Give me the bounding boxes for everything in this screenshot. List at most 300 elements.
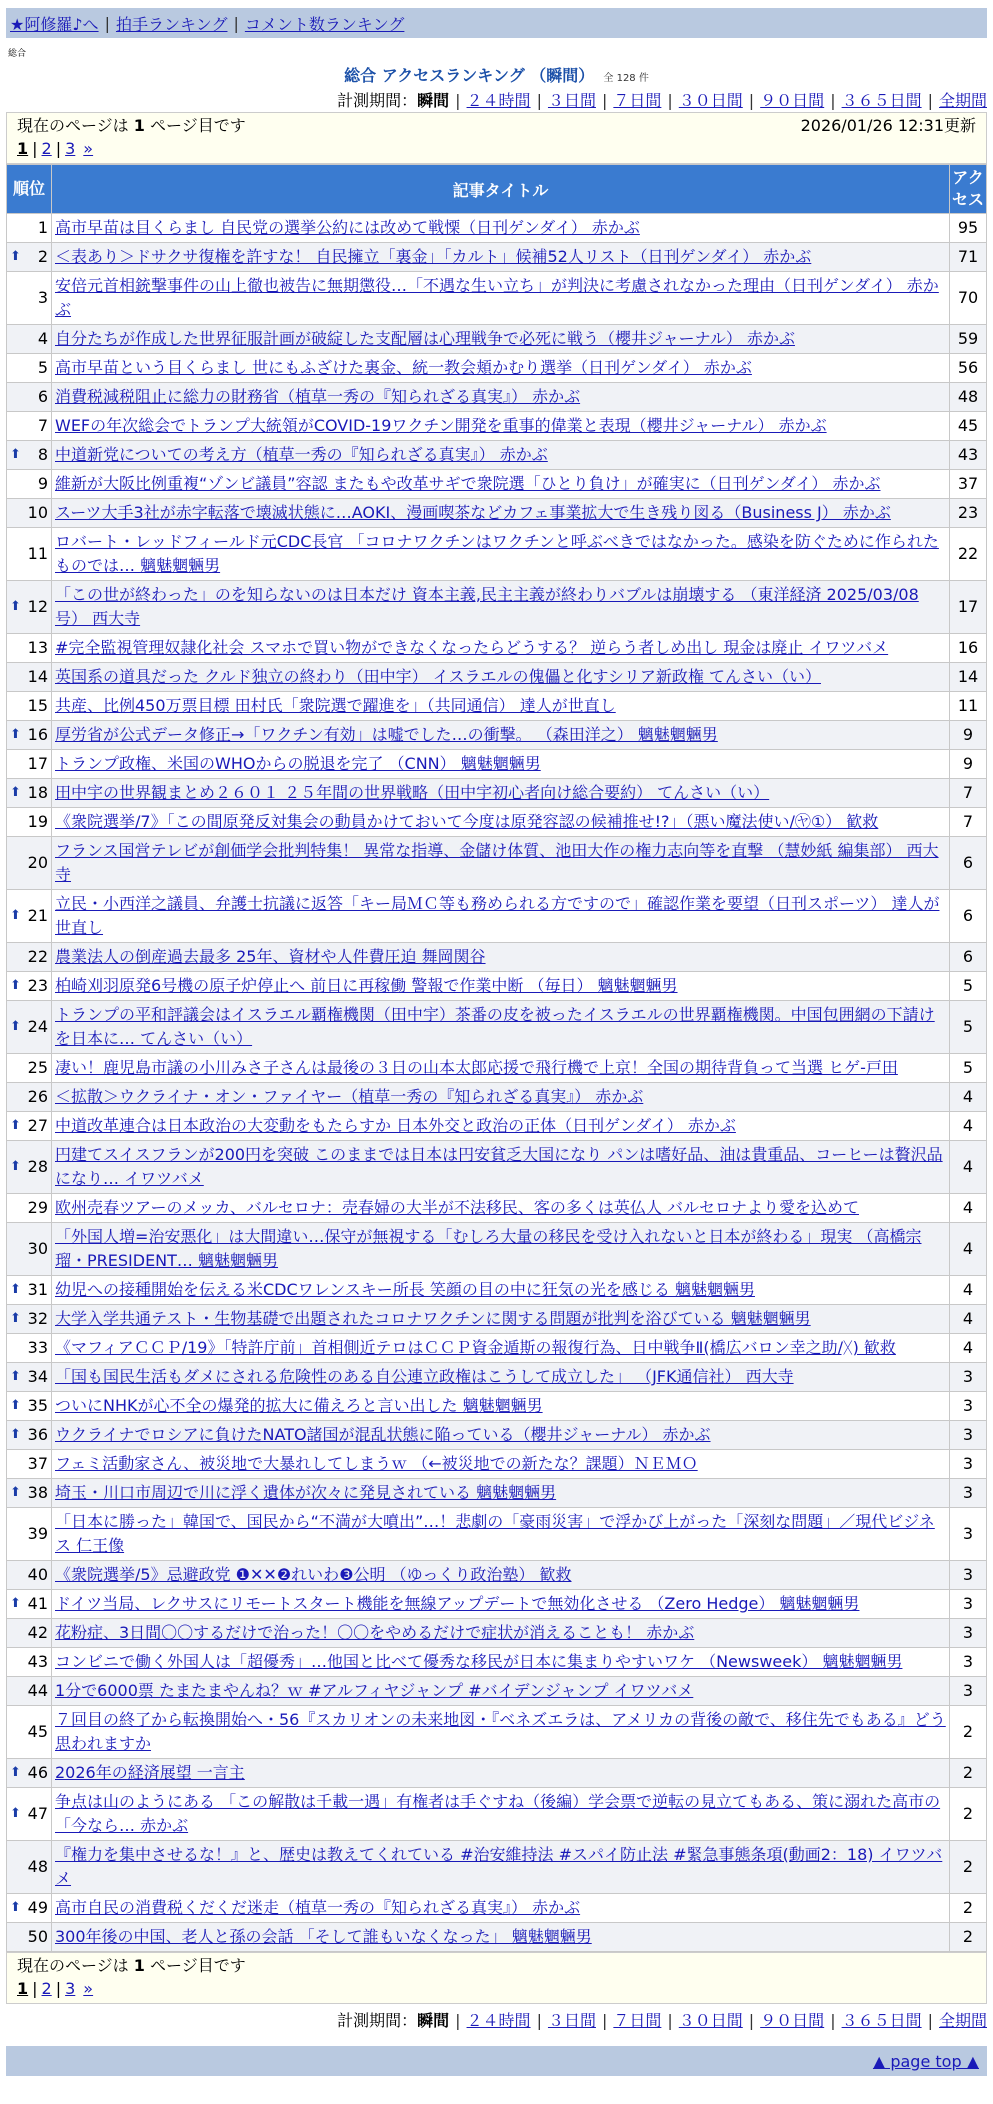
rank-cell xyxy=(7,1677,52,1706)
rank-number: 5 xyxy=(37,358,48,377)
period-separator: | xyxy=(455,2011,461,2030)
title-cell xyxy=(52,1619,950,1648)
rank-number: 2 xyxy=(37,247,48,266)
title-cell xyxy=(52,1706,950,1759)
rank-cell xyxy=(7,1363,52,1392)
rank-number: 4 xyxy=(37,329,48,348)
nav-separator: | xyxy=(104,13,110,33)
access-count: 6 xyxy=(950,943,987,972)
current-page-pre: 現在のページは xyxy=(17,1956,129,1975)
table-row xyxy=(7,1112,987,1141)
page-title: 総合 アクセスランキング （瞬間） xyxy=(344,66,595,85)
article-title-link[interactable]: 立民・小西洋之議員、弁護士抗議に返答「キー局ＭＣ等も務められる方ですので」確認作業を要望（日刊スポーツ） 達人が世直し xyxy=(55,894,940,937)
section-label: 総合 xyxy=(8,49,27,59)
access-count: 22 xyxy=(950,528,987,581)
up-arrow-icon: ⬆ xyxy=(10,727,21,742)
up-arrow-icon: ⬆ xyxy=(10,1900,21,1915)
table-row xyxy=(7,1223,987,1276)
up-arrow-icon: ⬆ xyxy=(10,599,21,614)
rank-cell xyxy=(7,1561,52,1590)
rank-cell xyxy=(7,1276,52,1305)
title-cell xyxy=(52,1276,950,1305)
period-link-bottom-7[interactable]: 全期間 xyxy=(938,2011,987,2030)
period-link-top-4[interactable]: ３０日間 xyxy=(678,91,743,110)
access-count: 2 xyxy=(950,1841,987,1894)
rank-number: 50 xyxy=(27,1927,48,1946)
rank-number: 19 xyxy=(27,812,48,831)
current-page-text xyxy=(17,115,246,137)
rank-cell xyxy=(7,1083,52,1112)
rank-cell xyxy=(7,1841,52,1894)
title-cell xyxy=(52,1392,950,1421)
rank-number: 38 xyxy=(27,1483,48,1502)
access-count: 2 xyxy=(950,1788,987,1841)
page-link-2[interactable]: 2 xyxy=(41,1979,52,1998)
article-title-link[interactable]: ＜拡散＞ウクライナ・オン・ファイヤー（植草一秀の『知られざる真実』） 赤かぶ xyxy=(55,1087,644,1106)
title-cell xyxy=(52,972,950,1001)
article-title-link[interactable]: 《衆院選挙/5》忌避政党 ❶✕✕❷れいわ❸公明 （ゆっくり政治塾） 歓救 xyxy=(55,1565,572,1584)
title-cell xyxy=(52,1305,950,1334)
article-title-link[interactable]: 消費税減税阻止に総力の財務省（植草一秀の『知られざる真実』） 赤かぶ xyxy=(55,387,581,406)
title-cell xyxy=(52,499,950,528)
table-row xyxy=(7,1619,987,1648)
rank-number: 35 xyxy=(27,1396,48,1415)
rank-number: 34 xyxy=(27,1367,48,1386)
paging-box-bottom xyxy=(6,1952,987,2004)
up-arrow-icon: ⬆ xyxy=(10,249,21,264)
rank-number: 9 xyxy=(37,474,48,493)
article-title-link[interactable]: 《衆院選挙/7》「この間原発反対集会の動員かけておいて今度は原発容認の候補推せ!?」（悪い魔法使い/㋳①） 歓救 xyxy=(55,812,879,831)
page-link-4[interactable]: » xyxy=(83,139,94,158)
rank-cell xyxy=(7,1788,52,1841)
article-title-link[interactable]: 共産、比例450万票目標 田村氏「衆院選で躍進を」（共同通信） 達人が世直し xyxy=(55,696,616,715)
article-title-link[interactable]: 欧州売春ツアーのメッカ、バルセロナ：売春婦の大半が不法移民、客の多くは英仏人 バルセロナより愛を込めて xyxy=(55,1198,859,1217)
rank-cell xyxy=(7,721,52,750)
table-row xyxy=(7,272,987,325)
article-title-link[interactable]: トランプの平和評議会はイスラエル覇権機関（田中宇）茶番の皮を被ったイスラエルの世界覇権機関。中国包囲網の下請けを日本に… てんさい（い） xyxy=(55,1005,935,1048)
table-row xyxy=(7,1054,987,1083)
period-separator: | xyxy=(601,2011,608,2030)
access-count: 95 xyxy=(950,214,987,243)
article-title-link[interactable]: 農業法人の倒産過去最多 25年、資材や人件費圧迫 舞岡関谷 xyxy=(55,947,486,966)
rank-number: 30 xyxy=(27,1239,48,1258)
rank-number: 27 xyxy=(27,1116,48,1135)
article-title-link[interactable]: 「この世が終わった」のを知らないのは日本だけ 資本主義,民主主義が終わりバブルは崩壊する （東洋経済 2025/03/08号） 西大寺 xyxy=(55,585,919,628)
article-title-link[interactable]: 高市早苗という目くらまし 世にもふざけた裏金、統一教会頬かむり選挙（日刊ゲンダイ） 赤かぶ xyxy=(55,358,752,377)
table-row xyxy=(7,1561,987,1590)
rank-cell xyxy=(7,890,52,943)
rank-number: 49 xyxy=(27,1898,48,1917)
article-title-link[interactable]: 自分たちが作成した世界征服計画が破綻した支配層は心理戦争で必死に戦う（櫻井ジャーナル） 赤かぶ xyxy=(55,329,795,348)
rank-cell xyxy=(7,1305,52,1334)
table-row xyxy=(7,1334,987,1363)
article-title-link[interactable]: 「外国人増=治安悪化」は大間違い…保守が無視する「むしろ大量の移民を受け入れないと日本が終わる」現実 （高橋宗瑠・PRESIDENT… 魑魅魍魎男 xyxy=(55,1227,922,1270)
period-separator: | xyxy=(455,91,461,110)
page-top-link[interactable]: ▲ page top ▲ xyxy=(872,2051,979,2071)
rank-cell xyxy=(7,943,52,972)
article-title-link[interactable]: 維新が大阪比例重複“ゾンビ議員”容認 またもや改革サギで衆院選「ひとり負け」が確実に（日刊ゲンダイ） 赤かぶ xyxy=(55,474,881,493)
rank-number: 13 xyxy=(27,638,48,657)
title-cell xyxy=(52,1894,950,1923)
rank-cell xyxy=(7,243,52,272)
page-link-4[interactable]: » xyxy=(83,1979,94,1998)
table-row xyxy=(7,1141,987,1194)
period-separator: | xyxy=(748,2011,755,2030)
article-title-link[interactable]: 英国系の道具だった クルド独立の終わり（田中宇） イスラエルの傀儡と化すシリア新政権 てんさい（い） xyxy=(55,667,821,686)
article-title-link[interactable]: ついにNHKが心不全の爆発的拡大に備えろと言い出した 魑魅魍魎男 xyxy=(55,1396,543,1415)
rank-number: 3 xyxy=(37,288,48,307)
page-separator: | xyxy=(32,139,38,158)
access-count: 14 xyxy=(950,663,987,692)
rank-cell xyxy=(7,1479,52,1508)
table-row xyxy=(7,581,987,634)
article-title-link[interactable]: フランス国営テレビが創価学会批判特集！ 異常な指導、金儲け体質、池田大作の権力志向等を直撃 （慧妙紙 編集部） 西大寺 xyxy=(55,841,939,884)
rank-number: 41 xyxy=(27,1594,48,1613)
title-cell xyxy=(52,1677,950,1706)
article-title-link[interactable]: 大学入学共通テスト・生物基礎で出題されたコロナワクチンに関する問題が批判を浴びている 魑魅魍魎男 xyxy=(55,1309,811,1328)
footer-bar xyxy=(6,2046,987,2076)
title-cell xyxy=(52,1363,950,1392)
article-title-link[interactable]: ウクライナでロシアに負けたNATO諸国が混乱状態に陥っている（櫻井ジャーナル） 赤かぶ xyxy=(55,1425,711,1444)
title-cell xyxy=(52,528,950,581)
rank-number: 36 xyxy=(27,1425,48,1444)
up-arrow-icon: ⬆ xyxy=(10,1311,21,1326)
rank-cell xyxy=(7,1923,52,1952)
rank-number: 47 xyxy=(27,1804,48,1823)
rank-number: 33 xyxy=(27,1338,48,1357)
period-link-top-1[interactable]: ２４時間 xyxy=(466,91,531,110)
title-cell xyxy=(52,1923,950,1952)
table-row xyxy=(7,1363,987,1392)
nav-separator: | xyxy=(233,13,239,33)
table-row xyxy=(7,779,987,808)
table-row xyxy=(7,943,987,972)
article-title-link[interactable]: ドイツ当局、レクサスにリモートスタート機能を無線アップデートで無効化させる （Zero Hedge） 魑魅魍魎男 xyxy=(55,1594,860,1613)
rank-cell xyxy=(7,528,52,581)
rank-cell xyxy=(7,499,52,528)
rank-number: 16 xyxy=(27,725,48,744)
period-link-bottom-6[interactable]: ３６５日間 xyxy=(841,2011,922,2030)
article-title-link[interactable]: 争点は山のようにある 「この解散は千載一遇」有権者は手ぐすね（後編）学会票で逆転の見立てもある、策に溺れた高市の「今なら… 赤かぶ xyxy=(55,1792,941,1835)
table-row xyxy=(7,1923,987,1952)
rank-cell xyxy=(7,1508,52,1561)
article-title-link[interactable]: 中道改革連合は日本政治の大変動をもたらすか 日本外交と政治の正体（日刊ゲンダイ） 赤かぶ xyxy=(55,1116,736,1135)
article-title-link[interactable]: 柏崎刈羽原発6号機の原子炉停止へ 前日に再稼働 警報で作業中断 （毎日） 魑魅魍魎男 xyxy=(55,976,678,995)
title-cell xyxy=(52,1334,950,1363)
article-title-link[interactable]: 『権力を集中させるな！』と、歴史は教えてくれている #治安維持法 #スパイ防止法 #緊急事態条項(動画2：18) イワツバメ xyxy=(55,1845,943,1888)
period-separator: | xyxy=(927,2011,933,2030)
rank-number: 42 xyxy=(27,1623,48,1642)
title-cell xyxy=(52,634,950,663)
table-row xyxy=(7,470,987,499)
access-count: 37 xyxy=(950,470,987,499)
title-cell xyxy=(52,1223,950,1276)
article-title-link[interactable]: 花粉症、3日間〇〇するだけで治った！〇〇をやめるだけで症状が消えることも！ 赤かぶ xyxy=(55,1623,695,1642)
table-row xyxy=(7,808,987,837)
rank-cell xyxy=(7,1590,52,1619)
up-arrow-icon: ⬆ xyxy=(10,1427,21,1442)
clap-ranking-link[interactable]: 拍手ランキング xyxy=(115,14,228,34)
article-title-link[interactable]: スーツ大手3社が赤字転落で壊滅状態に…AOKI、漫画喫茶などカフェ事業拡大で生き残り図る（Business J） 赤かぶ xyxy=(55,503,891,522)
rank-number: 29 xyxy=(27,1198,48,1217)
rank-number: 26 xyxy=(27,1087,48,1106)
access-count: 4 xyxy=(950,1112,987,1141)
table-row xyxy=(7,1677,987,1706)
pagination xyxy=(17,1977,976,2001)
article-title-link[interactable]: 300年後の中国、老人と孫の会話 「そして誰もいなくなった」 魑魅魍魎男 xyxy=(55,1927,592,1946)
article-title-link[interactable]: 《マフィアＣＣＰ/19》「特許庁前」首相側近テロはＣＣＰ資金遁斯の報復行為、日中戦争Ⅱ(橋広バロン幸之助/ᚷ) 歓救 xyxy=(55,1338,896,1357)
period-selector-bottom xyxy=(6,2010,987,2032)
table-row xyxy=(7,1479,987,1508)
title-cell xyxy=(52,1508,950,1561)
rank-cell xyxy=(7,354,52,383)
rank-cell xyxy=(7,837,52,890)
period-link-top-5[interactable]: ９０日間 xyxy=(760,91,825,110)
period-link-bottom-4[interactable]: ３０日間 xyxy=(678,2011,743,2030)
title-cell xyxy=(52,943,950,972)
article-title-link[interactable]: 田中宇の世界観まとめ２６０１ ２５年間の世界戦略（田中宇初心者向け総合要約） てんさい（い） xyxy=(55,783,770,802)
article-title-link[interactable]: 幼児への接種開始を伝える米CDCワレンスキー所長 笑顔の目の中に狂気の光を感じる 魑魅魍魎男 xyxy=(55,1280,755,1299)
up-arrow-icon: ⬆ xyxy=(10,978,21,993)
rank-cell xyxy=(7,1619,52,1648)
article-title-link[interactable]: トランプ政権、米国のWHOからの脱退を完了 （CNN） 魑魅魍魎男 xyxy=(55,754,541,773)
rank-number: 39 xyxy=(27,1524,48,1543)
table-row xyxy=(7,890,987,943)
title-cell xyxy=(52,325,950,354)
period-link-top-7[interactable]: 全期間 xyxy=(938,91,987,110)
title-cell xyxy=(52,272,950,325)
period-link-top-2[interactable]: ３日間 xyxy=(547,91,596,110)
access-count: 9 xyxy=(950,721,987,750)
rank-cell xyxy=(7,1334,52,1363)
current-page-pre: 現在のページは xyxy=(17,116,129,135)
period-link-top-3[interactable]: ７日間 xyxy=(613,91,662,110)
table-row xyxy=(7,663,987,692)
title-cell xyxy=(52,1648,950,1677)
title-cell xyxy=(52,1561,950,1590)
title-cell xyxy=(52,1479,950,1508)
article-title-link[interactable]: 厚労省が公式データ修正→「ワクチン有効」は嘘でした…の衝撃。 （森田洋之） 魑魅魍魎男 xyxy=(55,725,718,744)
page-link-3[interactable]: 3 xyxy=(65,1979,76,1998)
table-row xyxy=(7,354,987,383)
access-count: 4 xyxy=(950,1141,987,1194)
rank-cell xyxy=(7,1194,52,1223)
period-link-bottom-1[interactable]: ２４時間 xyxy=(466,2011,531,2030)
article-title-link[interactable]: 2026年の経済展望 一言主 xyxy=(55,1763,245,1782)
rank-number: 15 xyxy=(27,696,48,715)
table-row xyxy=(7,383,987,412)
access-count: 3 xyxy=(950,1508,987,1561)
title-cell xyxy=(52,581,950,634)
access-count: 6 xyxy=(950,890,987,943)
article-title-link[interactable]: 円建てスイスフランが200円を突破 このままでは日本は円安貧乏大国になり パンは嗜好品、油は貴重品、コーヒーは贅沢品になり… イワツバメ xyxy=(55,1145,943,1188)
page-separator: | xyxy=(32,1979,38,1998)
rank-number: 18 xyxy=(27,783,48,802)
rank-cell xyxy=(7,634,52,663)
period-link-bottom-5[interactable]: ９０日間 xyxy=(760,2011,825,2030)
table-row xyxy=(7,1508,987,1561)
period-separator: | xyxy=(667,91,673,110)
title-cell xyxy=(52,1112,950,1141)
article-title-link[interactable]: WEFの年次総会でトランプ大統領がCOVID-19ワクチン開発を重事的偉業と表現（櫻井ジャーナル） 赤かぶ xyxy=(55,416,827,435)
access-count: 43 xyxy=(950,441,987,470)
rank-cell xyxy=(7,272,52,325)
period-label: 計測期間： xyxy=(337,2011,418,2030)
title-cell xyxy=(52,750,950,779)
title-cell xyxy=(52,1083,950,1112)
rank-cell xyxy=(7,1421,52,1450)
title-cell xyxy=(52,1590,950,1619)
title-cell xyxy=(52,383,950,412)
title-cell xyxy=(52,1054,950,1083)
access-count: 7 xyxy=(950,779,987,808)
paging-status-row xyxy=(17,115,976,137)
article-title-link[interactable]: 高市早苗は目くらまし 自民党の選挙公約には改めて戦慄（日刊ゲンダイ） 赤かぶ xyxy=(55,218,640,237)
article-title-link[interactable]: ７回目の終了から転換開始へ・56『スカリオンの未来地図・『ベネズエラは、アメリカの背後の敵で、移住先でもある』どう思われますか xyxy=(55,1710,946,1753)
table-row xyxy=(7,1083,987,1112)
table-row xyxy=(7,634,987,663)
rank-cell xyxy=(7,692,52,721)
rank-cell xyxy=(7,325,52,354)
article-title-link[interactable]: フェミ活動家さん、被災地で大暴れしてしまうｗ （←被災地での新たな？課題）ＮＥＭＯ xyxy=(55,1454,698,1473)
page-link-3[interactable]: 3 xyxy=(65,139,76,158)
access-count: 4 xyxy=(950,1276,987,1305)
rank-number: 28 xyxy=(27,1157,48,1176)
rank-cell xyxy=(7,1112,52,1141)
period-link-bottom-2[interactable]: ３日間 xyxy=(547,2011,596,2030)
access-count: 4 xyxy=(950,1305,987,1334)
table-row xyxy=(7,1841,987,1894)
article-title-link[interactable]: コンビニで働く外国人は「超優秀」…他国と比べて優秀な移民が日本に集まりやすいワケ （Newsweek） 魑魅魍魎男 xyxy=(55,1652,903,1671)
rank-cell xyxy=(7,1759,52,1788)
period-separator: | xyxy=(830,2011,836,2030)
rank-cell xyxy=(7,779,52,808)
rank-cell xyxy=(7,808,52,837)
period-link-bottom-3[interactable]: ７日間 xyxy=(613,2011,662,2030)
page-link-2[interactable]: 2 xyxy=(41,139,52,158)
rank-number: 40 xyxy=(27,1565,48,1584)
rank-cell xyxy=(7,470,52,499)
article-title-link[interactable]: #完全監視管理奴隷化社会 スマホで買い物ができなくなったらどうする？ 逆らう者しめ出し 現金は廃止 イワツバメ xyxy=(55,638,889,657)
article-title-link[interactable]: 「日本に勝った」韓国で、国民から“不満が大噴出”…！悲劇の「豪雨災害」で浮かび上がった「深刻な問題」／現代ビジネス 仁王像 xyxy=(55,1512,935,1555)
access-count: 2 xyxy=(950,1894,987,1923)
period-current: 瞬間 xyxy=(417,2011,450,2030)
period-label: 計測期間： xyxy=(337,91,418,110)
article-title-link[interactable]: 中道新党についての考え方（植草一秀の『知られざる真実』） 赤かぶ xyxy=(55,445,548,464)
table-row xyxy=(7,243,987,272)
access-count: 4 xyxy=(950,1083,987,1112)
rank-number: 22 xyxy=(27,947,48,966)
home-link[interactable]: ★阿修羅♪へ xyxy=(10,14,99,34)
period-separator: | xyxy=(927,91,933,110)
comment-ranking-link[interactable]: コメント数ランキング xyxy=(244,14,405,34)
access-count: 3 xyxy=(950,1619,987,1648)
title-cell xyxy=(52,214,950,243)
table-row xyxy=(7,528,987,581)
rank-cell xyxy=(7,441,52,470)
table-row xyxy=(7,1788,987,1841)
table-row xyxy=(7,1648,987,1677)
rank-cell xyxy=(7,1223,52,1276)
rank-number: 21 xyxy=(27,906,48,925)
rank-cell xyxy=(7,383,52,412)
article-title-link[interactable]: 凄い！鹿児島市議の小川みさ子さんは最後の３日の山本太郎応援で飛行機で上京！全国の期待背負って当選 ヒゲ-戸田 xyxy=(55,1058,898,1077)
ranking-heading xyxy=(6,63,987,86)
access-count: 3 xyxy=(950,1421,987,1450)
access-count: 17 xyxy=(950,581,987,634)
rank-cell xyxy=(7,1894,52,1923)
access-count: 4 xyxy=(950,1223,987,1276)
current-page-post: ページ目です xyxy=(150,116,246,135)
title-cell xyxy=(52,1788,950,1841)
page-current: 1 xyxy=(17,139,29,158)
article-title-link[interactable]: 高市自民の消費税くだくだ迷走（植草一秀の『知られざる真実』） 赤かぶ xyxy=(55,1898,581,1917)
access-count: 3 xyxy=(950,1561,987,1590)
table-row xyxy=(7,1001,987,1054)
period-separator: | xyxy=(536,91,542,110)
article-title-link[interactable]: 1分で6000票 たまたまやんね？ｗ #アルフィヤジャンプ #バイデンジャンプ イワツバメ xyxy=(55,1681,694,1700)
period-link-top-6[interactable]: ３６５日間 xyxy=(841,91,922,110)
rank-number: 7 xyxy=(37,416,48,435)
article-title-link[interactable]: 安倍元首相銃撃事件の山上徹也被告に無期懲役…「不遇な生い立ち」が判決に考慮されなかった理由（日刊ゲンダイ） 赤かぶ xyxy=(55,276,939,319)
rank-number: 45 xyxy=(27,1722,48,1741)
rank-number: 46 xyxy=(27,1763,48,1782)
title-cell xyxy=(52,1421,950,1450)
up-arrow-icon: ⬆ xyxy=(10,1398,21,1413)
updated-timestamp: 2026/01/26 12:31更新 xyxy=(800,116,976,135)
up-arrow-icon: ⬆ xyxy=(10,1118,21,1133)
access-count: 3 xyxy=(950,1363,987,1392)
access-count: 71 xyxy=(950,243,987,272)
access-count: 70 xyxy=(950,272,987,325)
table-row xyxy=(7,1706,987,1759)
title-cell xyxy=(52,779,950,808)
rank-number: 11 xyxy=(27,544,48,563)
article-title-link[interactable]: ロバート・レッドフィールド元CDC長官 「コロナワクチンはワクチンと呼ぶべきではなかった。感染を防ぐために作られたものでは… 魑魅魍魎男 xyxy=(55,532,939,575)
title-cell xyxy=(52,890,950,943)
table-row xyxy=(7,1305,987,1334)
up-arrow-icon: ⬆ xyxy=(10,1765,21,1780)
table-row xyxy=(7,1450,987,1479)
period-separator: | xyxy=(667,2011,673,2030)
table-header-row xyxy=(7,165,987,214)
access-count: 3 xyxy=(950,1648,987,1677)
current-page-number: 1 xyxy=(133,1956,145,1975)
title-cell xyxy=(52,470,950,499)
table-row xyxy=(7,750,987,779)
table-row xyxy=(7,1421,987,1450)
table-row xyxy=(7,1759,987,1788)
rank-number: 14 xyxy=(27,667,48,686)
table-row xyxy=(7,412,987,441)
period-separator: | xyxy=(601,91,608,110)
period-separator: | xyxy=(748,91,755,110)
article-title-link[interactable]: 埼玉・川口市周辺で川に浮く遺体が次々に発見されている 魑魅魍魎男 xyxy=(55,1483,557,1502)
total-count: 全 128 件 xyxy=(603,73,649,84)
article-title-link[interactable]: 「国も国民生活もダメにされる危険性のある自公連立政権はこうして成立した」 （JFK通信社） 西大寺 xyxy=(55,1367,794,1386)
rank-number: 8 xyxy=(37,445,48,464)
access-count: 3 xyxy=(950,1450,987,1479)
access-count: 16 xyxy=(950,634,987,663)
article-title-link[interactable]: ＜表あり＞ドサクサ復権を許すな！ 自民擁立「裏金」「カルト」候補52人リスト（日刊ゲンダイ） 赤かぶ xyxy=(55,247,812,266)
current-page-number: 1 xyxy=(133,116,145,135)
title-cell xyxy=(52,354,950,383)
top-nav-bar xyxy=(6,8,987,38)
up-arrow-icon: ⬆ xyxy=(10,447,21,462)
access-count: 59 xyxy=(950,325,987,354)
rank-number: 37 xyxy=(27,1454,48,1473)
table-row xyxy=(7,1894,987,1923)
